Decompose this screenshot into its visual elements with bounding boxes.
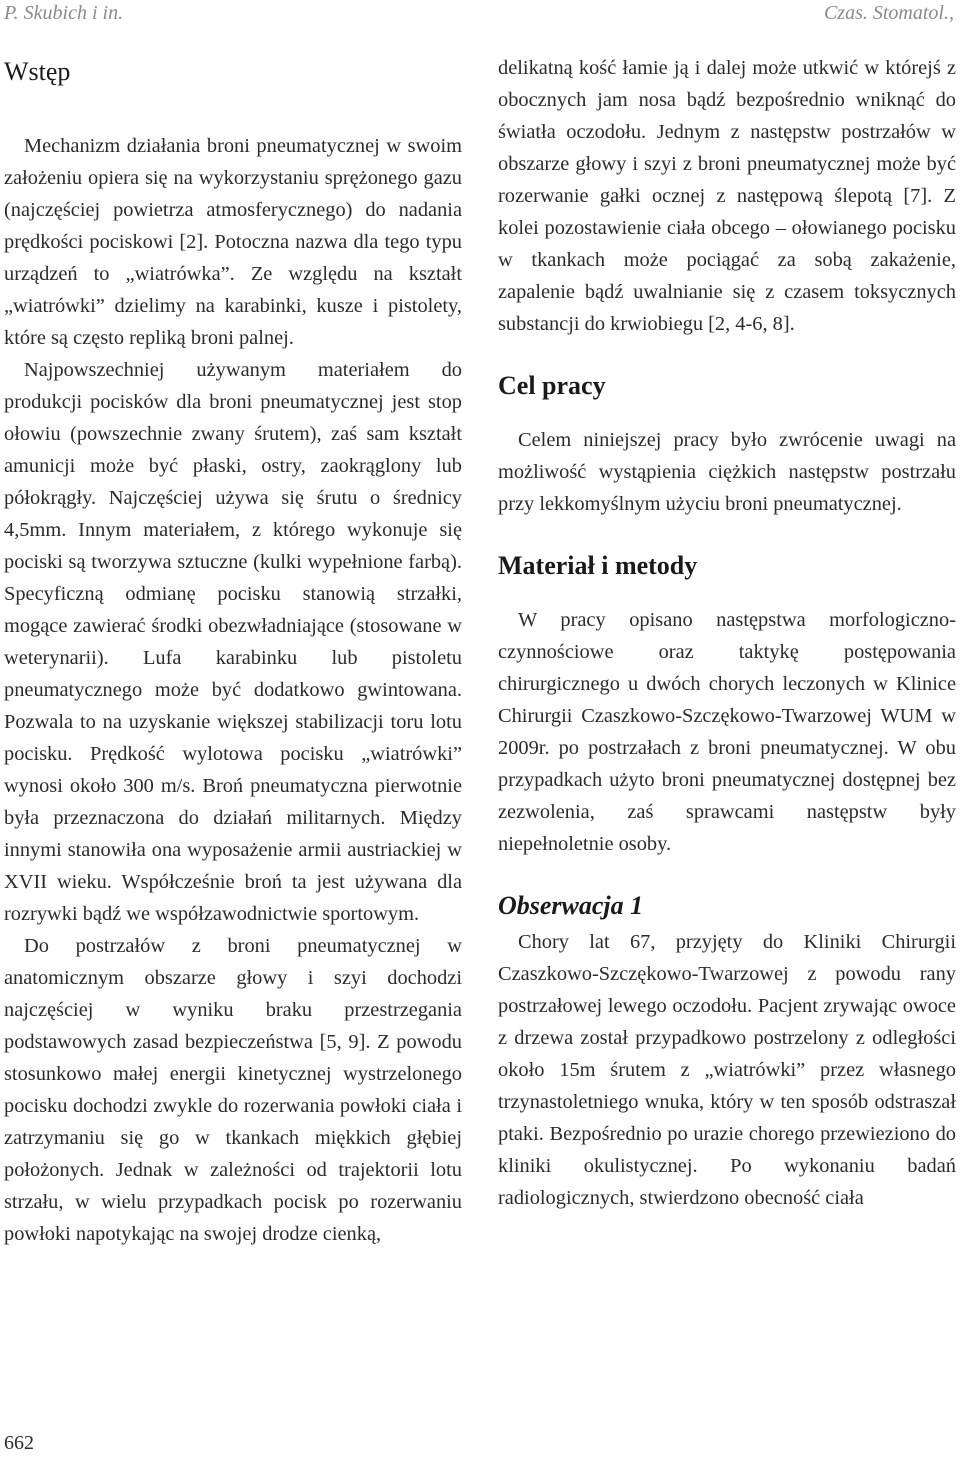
- paragraph: Mechanizm działania broni pneumatycznej w swoim założeniu opiera się na wykorzystaniu sprężonego gazu (najczęściej powietrza atmosferycznego) do nadania prędkości pociskowi [2]. Potoczna nazwa dla tego typu urządzeń to „wiatrówka”. Ze względu na kształt „wiatrówki” dzielimy na karabinki, kusze i pistolety, które są często repliką broni palnej.: [4, 135, 462, 349]
- section-heading-introduction: Wstęp: [4, 57, 71, 86]
- section-heading-case-1: Obserwacja 1: [498, 891, 644, 920]
- section-heading-methods: Materiał i metody: [498, 551, 698, 580]
- running-head: [4, 2, 954, 25]
- paragraph: Do postrzałów z broni pneumatycznej w anatomicznym obszarze głowy i szyi dochodzi najczęściej w wyniku braku przestrzegania podstawowych zasad bezpieczeństwa [5, 9]. Z powodu stosunkowo małej energii kinetycznej wystrzelonego pocisku dochodzi zwykle do rozerwania powłoki ciała i zatrzymaniu się go w tkankach miękkich głębiej położonych. Jednak w zależności od trajektorii lotu strzału, w wielu przypadkach pocisk po rozerwaniu powłoki napotykając na swojej drodze cienką,: [4, 935, 462, 1245]
- paragraph-continuation: delikatną kość łamie ją i dalej może utkwić w którejś z obocznych jam nosa bądź bezpośrednio wniknąć do światła oczodołu. Jednym z następstw postrzałów w obszarze głowy i szyi z broni pneumatycznej może być rozerwanie gałki ocznej z następową ślepotą [7]. Z kolei pozostawienie ciała obcego – ołowianego pocisku w tkankach może pociągać za sobą zakażenie, zapalenie bądź uwalnianie się z czasem toksycznych substancji do krwiobiegu [2, 4-6, 8].: [498, 57, 956, 335]
- left-column: [4, 52, 462, 1250]
- section-heading-aim: Cel pracy: [498, 371, 606, 400]
- paragraph: Najpowszechniej używanym materiałem do produkcji pocisków dla broni pneumatycznej jest stop ołowiu (powszechnie zwany śrutem), zaś sam kształt amunicji może być płaski, ostry, zaokrąglony lub półokrągły. Najczęściej używa się śrutu o średnicy 4,5mm. Innym materiałem, z którego wykonuje się pociski są tworzywa sztuczne (kulki wypełnione farbą). Specyficzną odmianę pocisku stanowią strzałki, mogące zawierać środki obezwładniające (stosowane w weterynarii). Lufa karabinku lub pistoletu pneumatycznego może być dodatkowo gwintowana. Pozwala to na uzyskanie większej stabilizacji toru lotu pocisku. Prędkość wylotowa pocisku „wiatrówki” wynosi około 300 m/s. Broń pneumatyczna pierwotnie była przeznaczona do działań militarnych. Między innymi stanowiła ona wyposażenie armii austriackiej w XVII wieku. Współcześnie broń ta jest używana dla rozrywki bądź we współzawodnictwie sportowym.: [4, 359, 462, 925]
- running-head-journal: Czas. Stomatol.,: [823, 2, 954, 24]
- paragraph: W pracy opisano następstwa morfologiczno-czynnościowe oraz taktykę postępowania chirurgicznego u dwóch chorych leczonych w Klinice Chirurgii Czaszkowo-Szczękowo-Twarzowej WUM w 2009r. po postrzałach z broni pneumatycznej. W obu przypadkach użyto broni pneumatycznej dostępnej bez zezwolenia, zaś sprawcami następstw były niepełnoletnie osoby.: [498, 609, 956, 855]
- paragraph: Chory lat 67, przyjęty do Kliniki Chirurgii Czaszkowo-Szczękowo-Twarzowej z powodu rany postrzałowej lewego oczodołu. Pacjent zrywając owoce z drzewa został przypadkowo postrzelony z odległości około 15m śrutem z „wiatrówki” przez własnego trzynastoletniego wnuka, który w ten sposób odstraszał ptaki. Bezpośrednio po urazie chorego przewieziono do kliniki okulistycznej. Po wykonaniu badań radiologicznych, stwierdzono obecność ciała: [498, 931, 956, 1209]
- right-column: [498, 52, 956, 1214]
- page-number: 662: [4, 1432, 34, 1454]
- running-head-authors: P. Skubich i in.: [4, 2, 124, 24]
- paragraph: Celem niniejszej pracy było zwrócenie uwagi na możliwość wystąpienia ciężkich następstw postrzału przy lekkomyślnym użyciu broni pneumatycznej.: [498, 429, 956, 515]
